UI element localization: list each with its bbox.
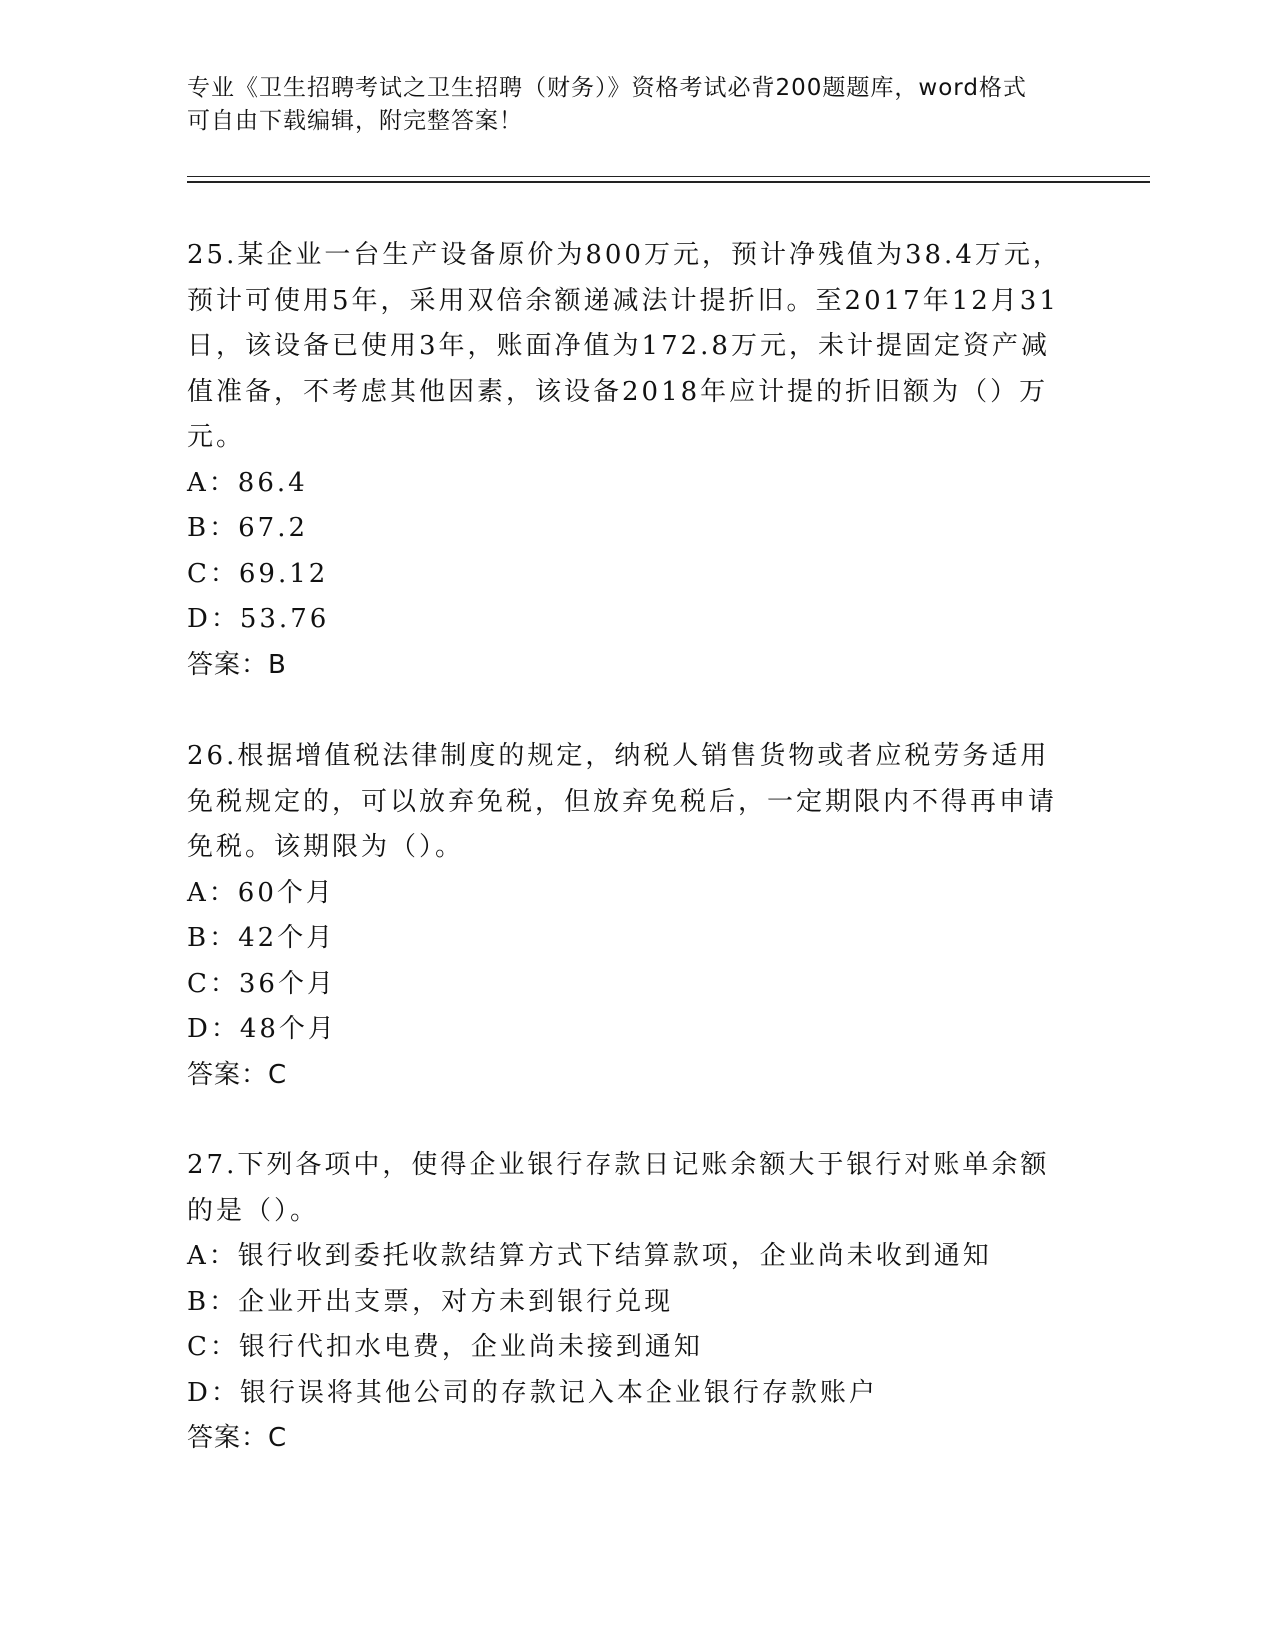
- answer-line: 答案：C: [187, 1059, 288, 1090]
- question-text: 27.下列各项中，使得企业银行存款日记账余额大于银行对账单余额的是（）。: [187, 1150, 1050, 1226]
- question-text: 25.某企业一台生产设备原价为800万元，预计净残值为38.4万元，预计可使用5年，采用双倍余额递减法计提折旧。至2017年12月31日，该设备已使用3年，账面净值为172.8万元，未计提固定资产减值准备，不考虑其他因素，该设备2018年应计提的折旧额为（）万元。: [187, 240, 1062, 452]
- option-c: C：银行代扣水电费，企业尚未接到通知: [187, 1332, 703, 1362]
- answer-line: 答案：B: [187, 649, 287, 680]
- option-b: B：企业开出支票，对方未到银行兑现: [187, 1286, 674, 1317]
- header-divider-thin: [187, 176, 1150, 177]
- option-b: B：42个月: [187, 923, 336, 953]
- header-line-1: 专业《卫生招聘考试之卫生招聘（财务）》资格考试必背200题题库，word格式: [187, 75, 1027, 101]
- option-a: A：银行收到委托收款结算方式下结算款项，企业尚未收到通知: [187, 1241, 992, 1271]
- option-a: A：86.4: [187, 467, 308, 498]
- header-divider-thick: [187, 181, 1150, 183]
- document-header: [187, 72, 1087, 138]
- option-c: C：36个月: [187, 968, 336, 999]
- option-d: D：银行误将其他公司的存款记入本企业银行存款账户: [187, 1377, 878, 1408]
- option-d: D：53.76: [187, 604, 330, 634]
- option-c: C：69.12: [187, 558, 329, 589]
- answer-line: 答案：C: [187, 1423, 288, 1453]
- option-b: B：67.2: [187, 513, 308, 543]
- question-text: 26.根据增值税法律制度的规定，纳税人销售货物或者应税劳务适用免税规定的，可以放弃免税，但放弃免税后，一定期限内不得再申请免税。该期限为（）。: [187, 741, 1058, 862]
- question-25: [187, 233, 1077, 688]
- header-line-2: 可自由下载编辑，附完整答案！: [187, 108, 523, 134]
- option-a: A：60个月: [187, 877, 335, 908]
- question-26: [187, 734, 1077, 1098]
- question-27: [187, 1143, 1077, 1462]
- option-d: D：48个月: [187, 1014, 337, 1044]
